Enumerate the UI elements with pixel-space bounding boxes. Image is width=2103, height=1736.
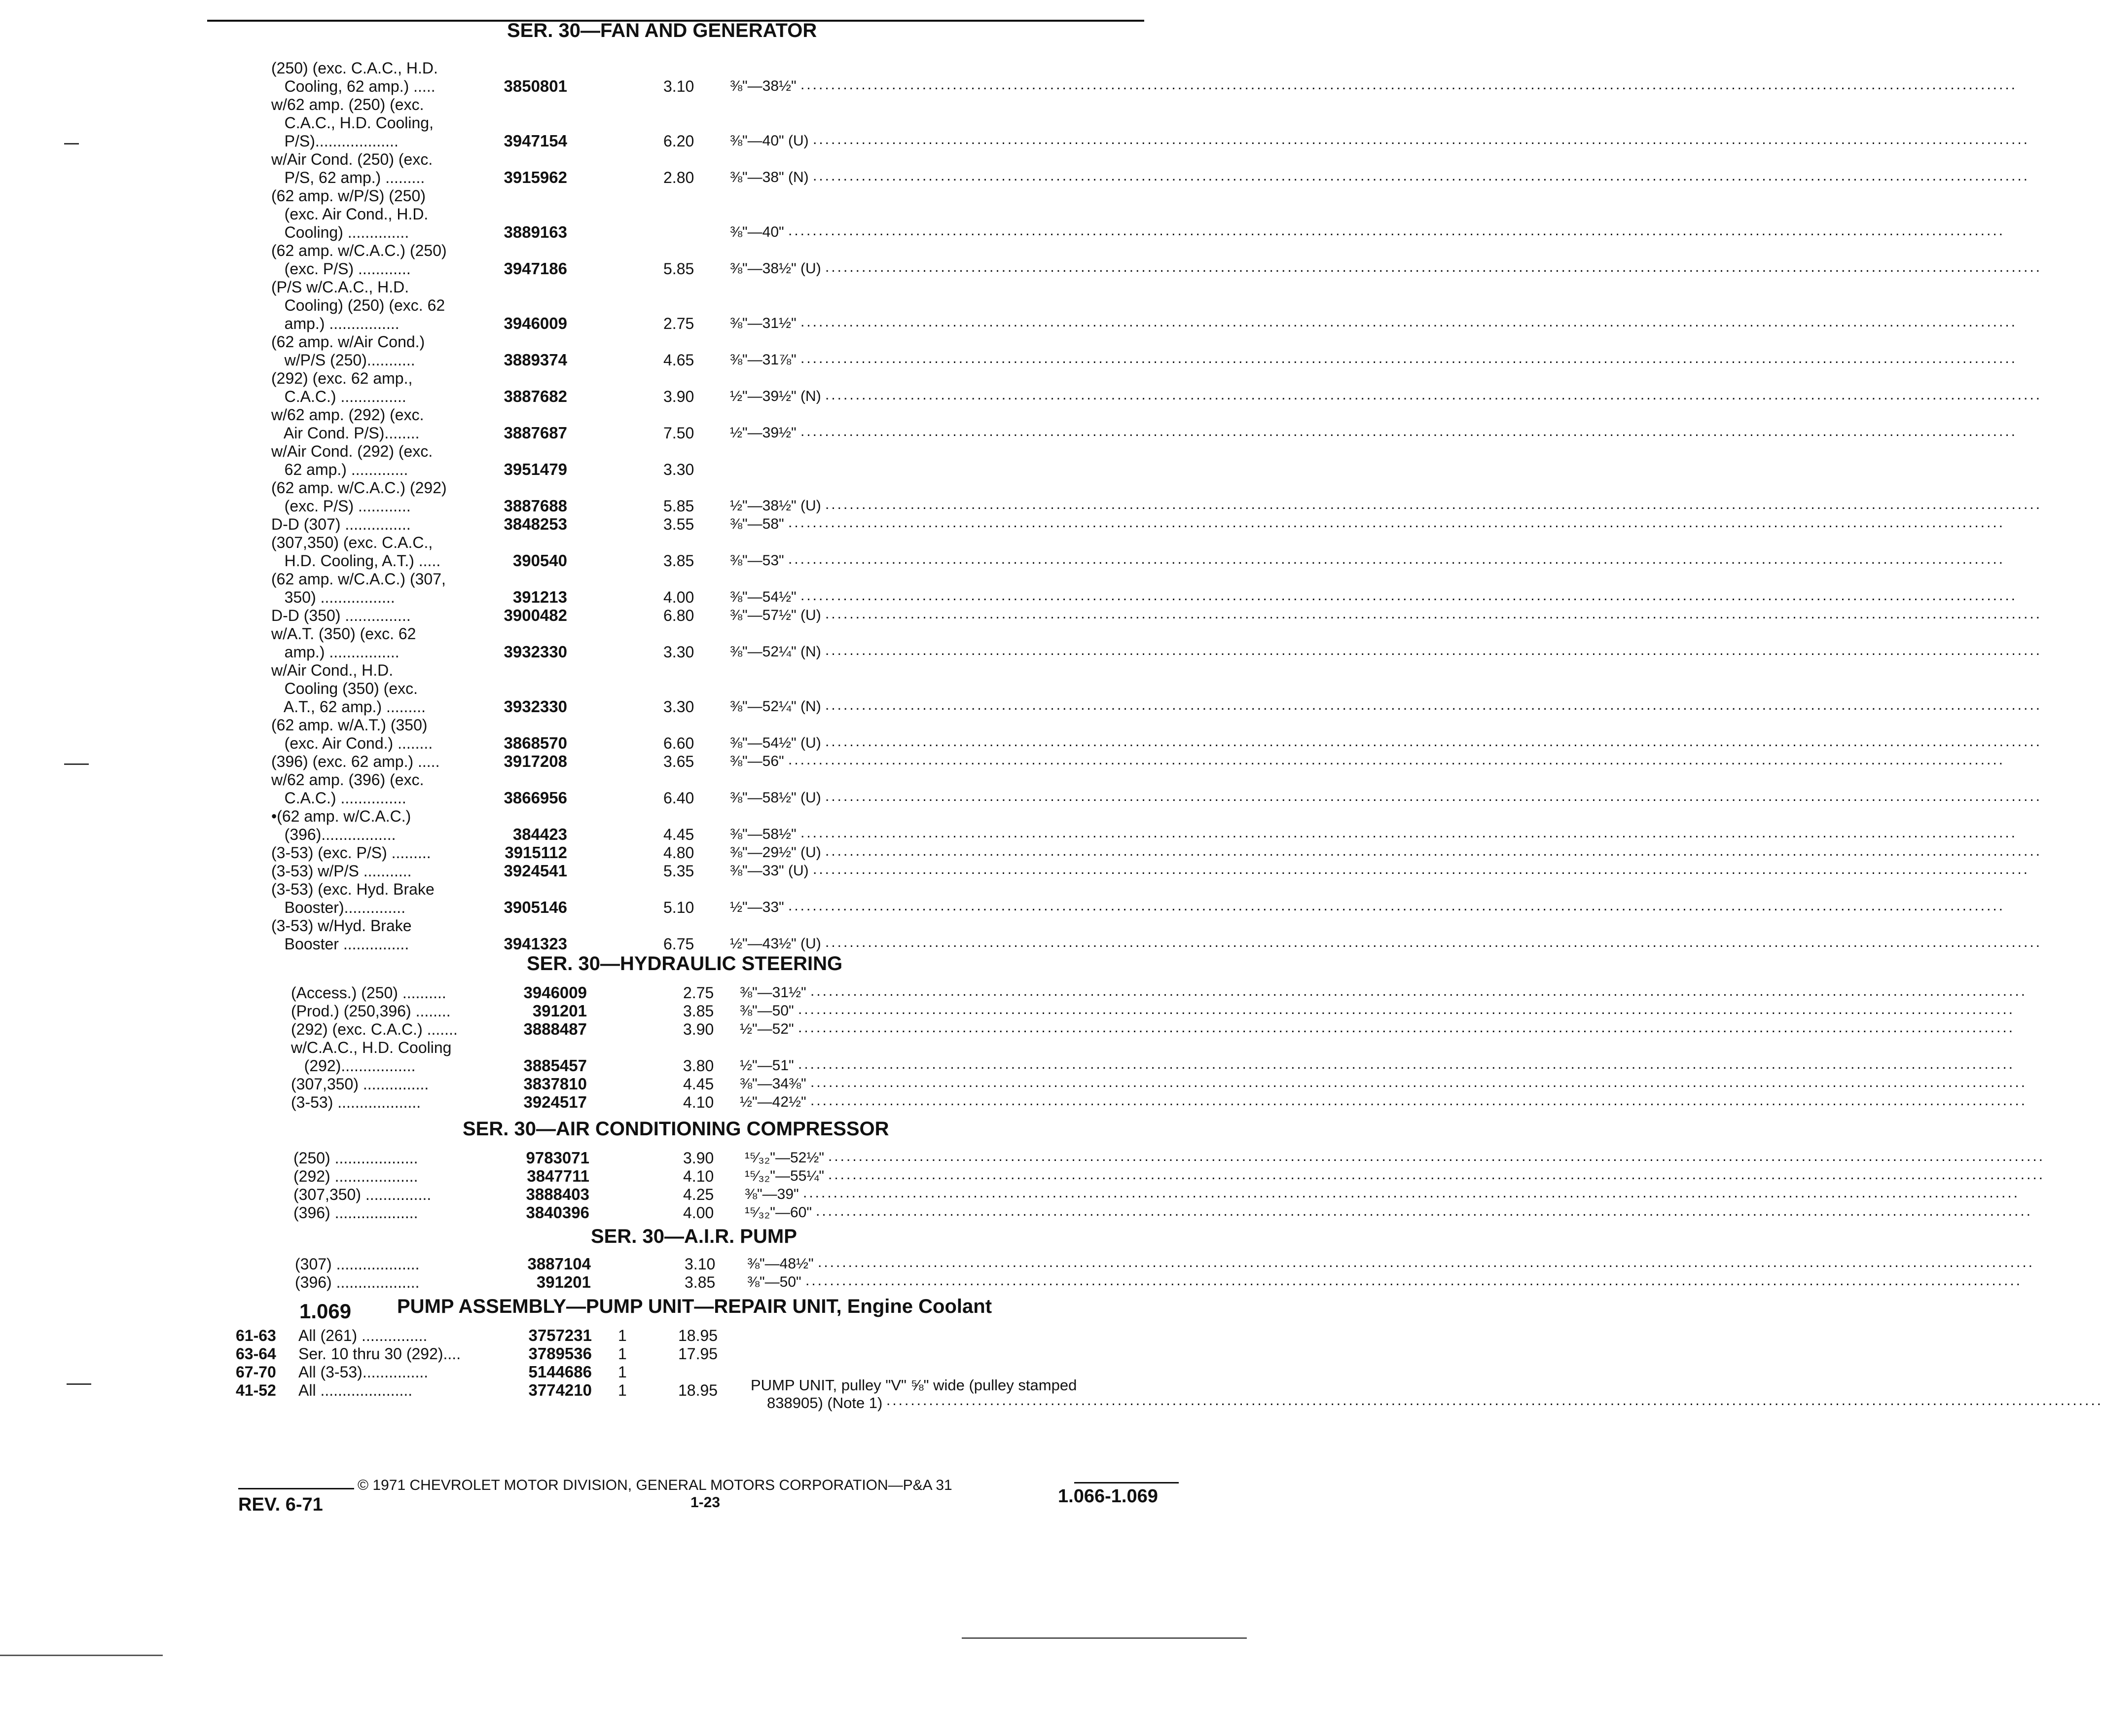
part-number: 3932330 [504,697,567,716]
belt-size: ½"—33" [730,899,784,915]
quantity: 1 [618,1363,627,1381]
list-price: 5.85 [663,260,694,278]
model-years: 41-52 [236,1381,276,1399]
leader-dots: ........................................................................................................................................................................................................ [816,1203,2032,1219]
entry-description-line: w/62 amp. (250) (exc. [271,96,424,113]
entry-description-line: (3-53) (exc. P/S) ......... [271,844,431,862]
entry-description-line: Booster ............... [271,935,409,953]
belt-size: ⅜"—54½" (U) [730,735,821,751]
leader-dots: ........................................................................................................................................................................................................ [800,587,2017,604]
leader-dots: ........................................................................................................................................................................................................ [798,1001,2015,1017]
footer-rule-right [1074,1482,1179,1483]
belt-size: ⅜"—38" (N) [730,169,809,185]
entry-description-line: (exc. Air Cond., H.D. [271,205,429,223]
part-number: 3932330 [504,643,567,661]
leader-dots: ........................................................................................................................................................................................................ [813,168,2030,184]
revision-label: REV. 6-71 [238,1494,323,1515]
part-number: 390540 [512,551,567,570]
section-heading-air-conditioning-compressor: SER. 30—AIR CONDITIONING COMPRESSOR [463,1118,889,1140]
leader-dots: ........................................................................................................................................................................................................ [818,1254,2034,1270]
entry-description-line: Booster).............. [271,899,406,916]
list-price: 3.30 [663,461,694,478]
part-number: 3946009 [523,983,587,1002]
entry-description-line: (292) ................... [293,1167,418,1185]
list-price: 3.10 [685,1255,716,1273]
model-years: 67-70 [236,1363,276,1381]
entry-description-line: D-D (307) ............... [271,515,411,533]
belt-size: ⅜"—38½" [730,78,797,94]
entry-description-line: w/C.A.C., H.D. Cooling [291,1039,452,1056]
part-number: 3774210 [528,1381,592,1399]
belt-size: ½"—42½" [740,1094,806,1110]
belt-size: ½"—39½" [730,425,797,441]
belt-size: ¹⁵⁄₃₂"—60" [745,1204,812,1221]
part-number: 3887688 [504,497,567,515]
belt-size: ¹⁵⁄₃₂"—55¼" [745,1168,824,1184]
entry-description-line: w/Air Cond. (250) (exc. [271,150,433,168]
part-number: 3947154 [504,132,567,150]
belt-size: ½"—43½" (U) [730,936,821,952]
model-years: 61-63 [236,1327,276,1344]
entry-description-line: w/62 amp. (292) (exc. [271,406,424,424]
part-number: 3951479 [504,460,567,478]
part-number: 3887682 [504,387,567,405]
leader-dots: ........................................................................................................................................................................................................ [825,934,2042,950]
entry-description-line: (62 amp. w/C.A.C.) (292) [271,479,447,497]
quantity: 1 [618,1345,627,1363]
entry-description-line: A.T., 62 amp.) ......... [271,698,426,716]
belt-size: ⅜"—31½" [730,315,797,331]
leader-dots: ........................................................................................................................................................................................................ [813,861,2030,877]
entry-description-line: (292) (exc. 62 amp., [271,369,413,387]
entry-description-line: (62 amp. w/C.A.C.) (250) [271,242,447,259]
leader-dots: ........................................................................................................................................................................................................ [803,1185,2020,1201]
belt-size: ⅜"—38½" (U) [730,260,821,277]
copyright-line: © 1971 CHEVROLET MOTOR DIVISION, GENERAL MOTORS CORPORATION—P&A 31 [358,1477,952,1493]
list-price: 4.00 [663,588,694,606]
leader-dots: ........................................................................................................................................................................................................ [800,825,2017,841]
entry-description-line: Cooling) .............. [271,223,409,241]
belt-size: ⅜"—33" (U) [730,863,809,879]
part-number: 3868570 [504,734,567,752]
list-price: 3.80 [683,1057,714,1075]
remarks-line: 838905) (Note 1) [767,1394,883,1411]
leader-dots: ........................................................................................................................................................................................................ [825,843,2042,859]
leader-dots: ........................................................................................................................................................................................................ [810,1092,2027,1109]
belt-size: ⅜"—40" [730,224,784,240]
leader-dots: ........................................................................................................................................................................................................ [825,642,2042,658]
part-number: 5144686 [528,1363,592,1381]
entry-description-line: (3-53) (exc. Hyd. Brake [271,880,435,898]
leader-dots: ........................................................................................................................................................................................................ [788,898,2005,914]
belt-size: ½"—51" [740,1057,794,1074]
list-price: 2.80 [663,169,694,186]
leader-dots: ........................................................................................................................................................................................................ [825,606,2042,622]
part-number: 391213 [512,588,567,606]
part-number: 3889374 [504,351,567,369]
part-number: 384423 [512,825,567,843]
belt-size: ⅜"—31⅞" [730,352,797,368]
entry-description-line: (3-53) ................... [291,1093,421,1111]
leader-dots: ........................................................................................................................................................................................................ [800,314,2017,330]
leader-dots: ........................................................................................................................................................................................................ [800,350,2017,366]
entry-description-line: (exc. P/S) ............ [271,260,411,278]
bottom-rule-right [962,1637,1247,1639]
entry-description-line: (62 amp. w/Air Cond.) [271,333,425,351]
part-number: 3837810 [523,1075,587,1093]
list-price: 18.95 [678,1327,718,1344]
leader-dots: ........................................................................................................................................................................................................ [828,1148,2045,1164]
entry-description-line: w/62 amp. (396) (exc. [271,771,424,789]
belt-size: ⅜"—58½" [730,826,797,842]
leader-dots: ........................................................................................................................................................................................................ [805,1272,2022,1289]
list-price: 5.35 [663,862,694,880]
entry-description-line: C.A.C., H.D. Cooling, [271,114,434,132]
entry-description-line: (396) ................... [293,1204,418,1222]
part-number: 3905146 [504,898,567,916]
entry-description-line: w/Air Cond. (292) (exc. [271,442,433,460]
part-number: 3885457 [523,1056,587,1075]
entry-description-line: w/A.T. (350) (exc. 62 [271,625,416,643]
part-number: 391201 [536,1273,591,1291]
leader-dots: ........................................................................................................................................................................................................ [825,788,2042,804]
belt-size: ⅜"—39" [745,1186,799,1202]
part-number: 3789536 [528,1344,592,1363]
remarks-line: PUMP UNIT, pulley "V" ⅝" wide (pulley stamped [751,1376,1077,1394]
list-price: 3.30 [663,698,694,716]
margin-mark [64,763,89,765]
part-number: 3924541 [504,862,567,880]
entry-description-line: All (261) ............... [298,1327,428,1344]
list-price: 3.85 [663,552,694,570]
leader-dots: ........................................................................................................................................................................................................ [886,1392,2103,1409]
belt-size: ⅜"—58" [730,516,784,532]
belt-size: ½"—52" [740,1021,794,1037]
entry-description-line: Cooling) (250) (exc. 62 [271,296,445,314]
list-price: 4.10 [683,1093,714,1111]
list-price: 2.75 [683,984,714,1002]
belt-size: ¹⁵⁄₃₂"—52½" [745,1150,824,1166]
part-number: 3850801 [504,77,567,95]
list-price: 4.00 [683,1204,714,1222]
part-number: 3888403 [526,1185,589,1203]
leader-dots: ........................................................................................................................................................................................................ [810,983,2027,999]
entry-description-line: Ser. 10 thru 30 (292).... [298,1345,461,1363]
leader-dots: ........................................................................................................................................................................................................ [788,551,2005,567]
list-price: 3.85 [683,1002,714,1020]
section-heading-fan-generator: SER. 30—FAN AND GENERATOR [507,20,817,41]
belt-size: ⅜"—56" [730,753,784,769]
entry-description-line: (62 amp. w/C.A.C.) (307, [271,570,446,588]
list-price: 4.65 [663,351,694,369]
part-number: 391201 [532,1002,587,1020]
part-number: 3947186 [504,259,567,278]
belt-size: ⅜"—54½" [730,589,797,605]
entry-description-line: amp.) ................ [271,315,399,332]
part-number: 3917208 [504,752,567,770]
list-price: 7.50 [663,424,694,442]
leader-dots: ........................................................................................................................................................................................................ [798,1019,2015,1036]
footer-rule-left [238,1488,354,1489]
entry-description-line: (307,350) ............... [293,1186,432,1203]
belt-size: ⅜"—34⅜" [740,1076,806,1092]
leader-dots: ........................................................................................................................................................................................................ [825,387,2042,403]
entry-description-line: (307) ................... [295,1255,420,1273]
leader-dots: ........................................................................................................................................................................................................ [800,423,2017,439]
entry-description-line: (3-53) w/Hyd. Brake [271,917,412,935]
entry-description-line: (3-53) w/P/S ........... [271,862,412,880]
leader-dots: ........................................................................................................................................................................................................ [825,697,2042,713]
entry-description-line: (396) (exc. 62 amp.) ..... [271,753,440,770]
list-price: 18.95 [678,1381,718,1399]
entry-description-line: D-D (350) ............... [271,607,411,624]
list-price: 4.25 [683,1186,714,1203]
group-heading: PUMP ASSEMBLY—PUMP UNIT—REPAIR UNIT, Engine Coolant [397,1296,992,1317]
belt-size: ⅜"—57½" (U) [730,607,821,623]
leader-dots: ........................................................................................................................................................................................................ [788,752,2005,768]
entry-description-line: (307,350) ............... [291,1075,429,1093]
entry-description-line: C.A.C.) ............... [271,789,406,807]
leader-dots: ........................................................................................................................................................................................................ [825,259,2042,275]
entry-description-line: All (3-53)............... [298,1363,429,1381]
section-heading-hydraulic-steering: SER. 30—HYDRAULIC STEERING [527,953,843,975]
entry-description-line: (Prod.) (250,396) ........ [291,1002,451,1020]
entry-description-line: Cooling, 62 amp.) ..... [271,77,435,95]
part-number: 3757231 [528,1326,592,1344]
entry-description-line: w/Air Cond., H.D. [271,661,394,679]
list-price: 5.85 [663,497,694,515]
model-years: 63-64 [236,1345,276,1363]
part-number: 9783071 [526,1149,589,1167]
entry-description-line: •(62 amp. w/C.A.C.) [271,807,411,825]
list-price: 3.90 [683,1020,714,1038]
group-range: 1.066-1.069 [1058,1486,1158,1507]
list-price: 6.60 [663,734,694,752]
page-number: 1-23 [690,1494,721,1511]
entry-description-line: (250) (exc. C.A.C., H.D. [271,59,438,77]
list-price: 6.80 [663,607,694,624]
list-price: 3.90 [683,1149,714,1167]
leader-dots: ........................................................................................................................................................................................................ [800,76,2017,93]
entry-description-line: H.D. Cooling, A.T.) ..... [271,552,441,570]
belt-size: ⅜"—29½" (U) [730,844,821,861]
entry-description-line: Air Cond. P/S)........ [271,424,420,442]
entry-description-line: (307,350) (exc. C.A.C., [271,534,433,551]
leader-dots: ........................................................................................................................................................................................................ [828,1166,2045,1183]
part-number: 3915962 [504,168,567,186]
list-price: 5.10 [663,899,694,916]
list-price: 3.55 [663,515,694,533]
entry-description-line: (Access.) (250) .......... [291,984,446,1002]
belt-size: ⅜"—52¼" (N) [730,698,821,715]
belt-size: ½"—38½" (U) [730,498,821,514]
entry-description-line: 350) ................. [271,588,395,606]
list-price: 6.75 [663,935,694,953]
list-price: 2.75 [663,315,694,332]
entry-description-line: (62 amp. w/A.T.) (350) [271,716,428,734]
list-price: 3.65 [663,753,694,770]
part-number: 3887104 [527,1255,591,1273]
entry-description-line: (396)................. [271,826,396,843]
entry-description-line: C.A.C.) ............... [271,388,406,405]
belt-size: ⅜"—40" (U) [730,133,809,149]
list-price: 4.45 [663,826,694,843]
list-price: 6.40 [663,789,694,807]
entry-description-line: (292) (exc. C.A.C.) ....... [291,1020,458,1038]
belt-size: ⅜"—50" [747,1274,801,1290]
part-number: 3900482 [504,606,567,624]
part-number: 3840396 [526,1203,589,1222]
margin-mark [67,1383,91,1385]
margin-mark [64,143,79,145]
leader-dots: ........................................................................................................................................................................................................ [810,1074,2027,1090]
entry-description-line: Cooling (350) (exc. [271,680,418,697]
leader-dots: ........................................................................................................................................................................................................ [825,496,2042,512]
list-price: 3.90 [663,388,694,405]
part-number: 3847711 [527,1167,589,1185]
belt-size: ⅜"—58½" (U) [730,790,821,806]
part-number: 3941323 [504,935,567,953]
quantity: 1 [618,1381,627,1399]
entry-description-line: (292)................. [291,1057,416,1075]
entry-description-line: P/S, 62 amp.) ......... [271,169,425,186]
leader-dots: ........................................................................................................................................................................................................ [813,131,2030,147]
bottom-rule-left [0,1655,163,1656]
list-price: 3.85 [685,1273,716,1291]
belt-size: ⅜"—48½" [747,1256,814,1272]
belt-size: ⅜"—31½" [740,984,806,1001]
entry-description-line: amp.) ................ [271,643,399,661]
belt-size: ½"—39½" (N) [730,388,821,404]
quantity: 1 [618,1327,627,1344]
part-number: 3848253 [504,515,567,533]
section-heading-air-pump: SER. 30—A.I.R. PUMP [591,1226,797,1247]
leader-dots: ........................................................................................................................................................................................................ [798,1056,2015,1072]
list-price: 4.80 [663,844,694,862]
belt-size: ⅜"—53" [730,552,784,569]
part-number: 3887687 [504,424,567,442]
part-number: 3924517 [523,1093,587,1111]
entry-description-line: P/S)................... [271,132,399,150]
list-price: 3.10 [663,77,694,95]
leader-dots: ........................................................................................................................................................................................................ [788,222,2005,239]
part-number: 3915112 [505,843,567,862]
belt-size: ⅜"—52¼" (N) [730,644,821,660]
list-price: 6.20 [663,132,694,150]
list-price: 4.10 [683,1167,714,1185]
entry-description-line: (P/S w/C.A.C., H.D. [271,278,409,296]
part-number: 3888487 [523,1020,587,1038]
entry-description-line: (exc. Air Cond.) ........ [271,734,433,752]
part-number: 3946009 [504,314,567,332]
leader-dots: ........................................................................................................................................................................................................ [825,733,2042,750]
group-number: 1.069 [299,1300,352,1323]
entry-description-line: w/P/S (250)........... [271,351,415,369]
belt-size: ⅜"—50" [740,1003,794,1019]
entry-description-line: All ..................... [298,1381,413,1399]
part-number: 3889163 [504,223,567,241]
leader-dots: ........................................................................................................................................................................................................ [788,514,2005,531]
entry-description-line: (396) ................... [295,1273,420,1291]
list-price: 17.95 [678,1345,718,1363]
entry-description-line: (exc. P/S) ............ [271,497,411,515]
entry-description-line: (62 amp. w/P/S) (250) [271,187,426,205]
list-price: 3.30 [663,643,694,661]
part-number: 3866956 [504,789,567,807]
entry-description-line: 62 amp.) ............. [271,461,408,478]
list-price: 4.45 [683,1075,714,1093]
entry-description-line: (250) ................... [293,1149,418,1167]
